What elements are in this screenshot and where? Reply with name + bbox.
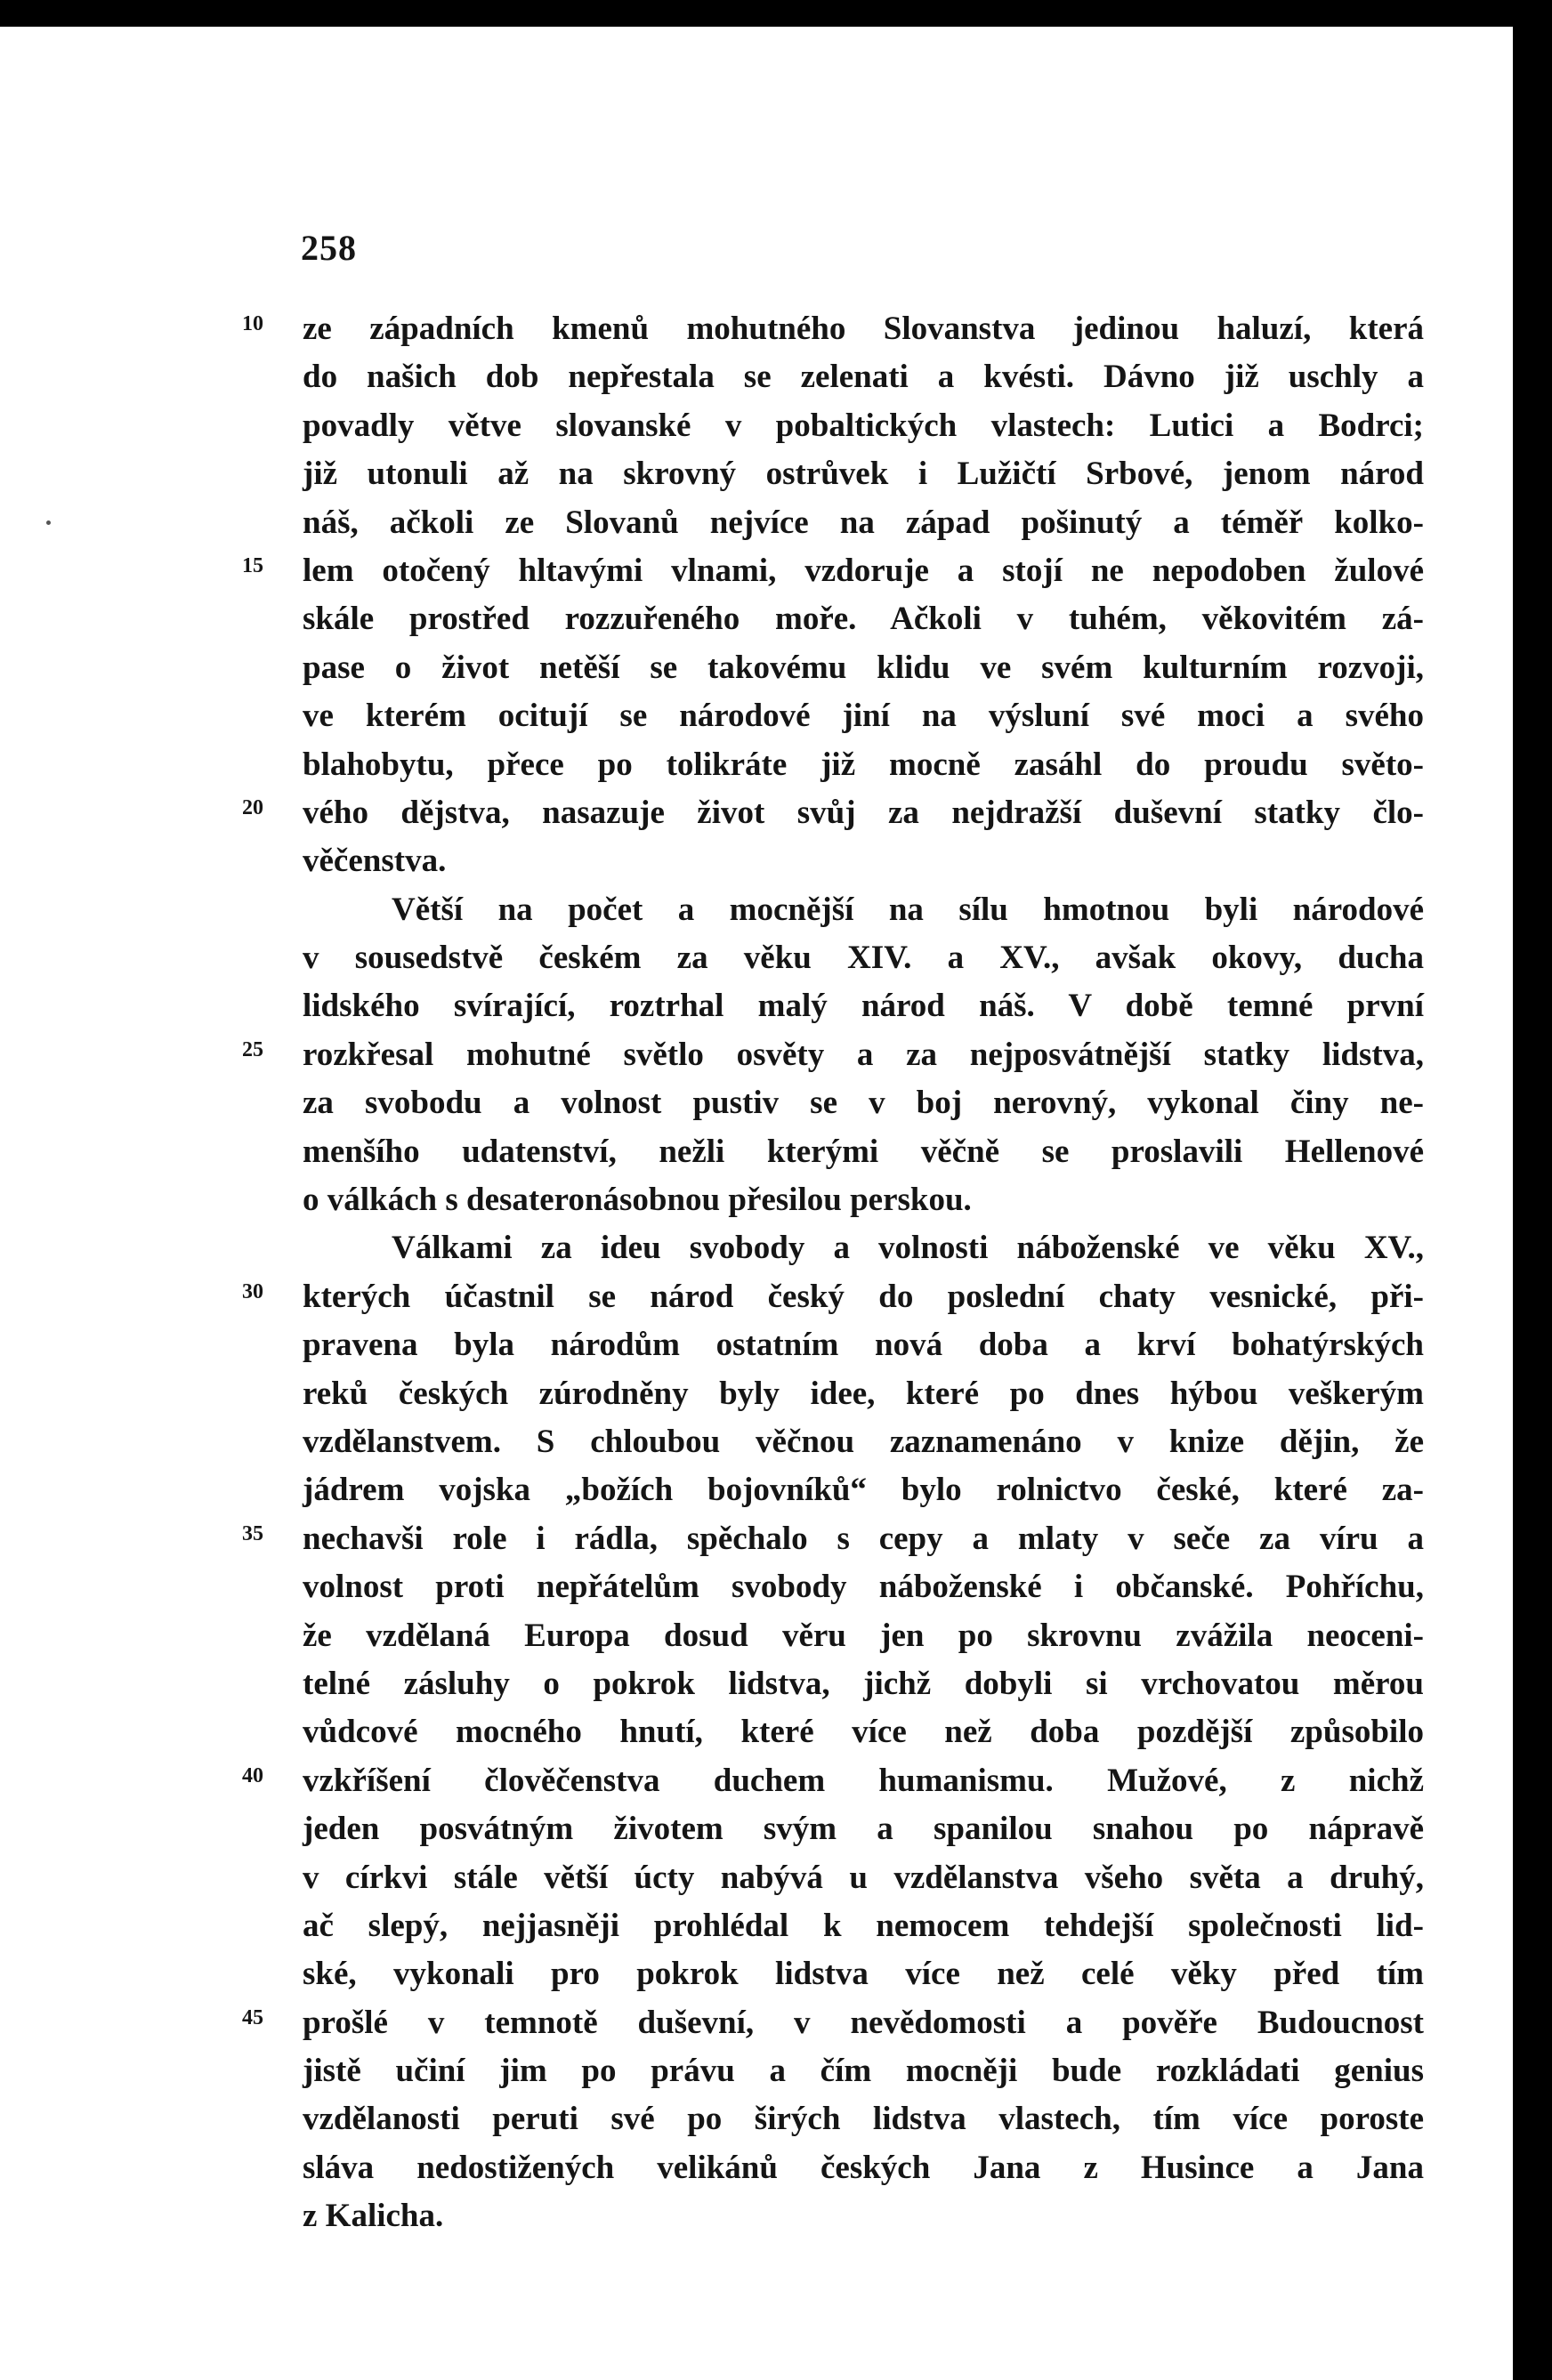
text-line: v sousedstvě českém za věku XIV. a XV., avšak okovy, ducha [303, 940, 1424, 977]
text-line: 30 kterých účastnil se národ český do poslední chaty vesnické, při- [303, 1273, 1424, 1321]
text-line: ač slepý, nejjasněji prohlédal k nemocem tehdejší společnosti lid- [303, 1907, 1424, 1944]
book-page [0, 27, 1513, 2380]
text-line: Větší na počet a mocnější na sílu hmotnou byli národové [392, 891, 1424, 928]
text-line: volnost proti nepřátelům svobody náboženské i občanské. Pohříchu, [303, 1569, 1424, 1606]
page-number: 258 [301, 228, 357, 268]
text-line: pravena byla národům ostatním nová doba a krví bohatýrských [303, 1327, 1424, 1364]
text-line: ve kterém ocitují se národové jiní na výsluní své moci a svého [303, 698, 1424, 735]
text-line: 45 prošlé v temnotě duševní, v nevědomosti a pověře Budoucnost [303, 1999, 1424, 2047]
text-line: 35 nechavši role i rádla, spěchalo s cepy a mlaty v seče za víru a [303, 1515, 1424, 1563]
scan-border-top [0, 0, 1552, 27]
text-line: jistě učiní jim po právu a čím mocněji bude rozkládati genius [303, 2053, 1424, 2090]
text-line: 10 ze západních kmenů mohutného Slovanstva jedinou haluzí, která [303, 305, 1424, 353]
text-line: reků českých zúrodněny byly idee, které po dnes hýbou veškerým [303, 1375, 1424, 1412]
text-line: povadly větve slovanské v pobaltických vlastech: Lutici a Bodrci; [303, 407, 1424, 444]
text-line: za svobodu a volnost pustiv se v boj nerovný, vykonal činy ne- [303, 1085, 1424, 1122]
text-line: 25 rozkřesal mohutné světlo osvěty a za nejposvátnější statky lidstva, [303, 1031, 1424, 1079]
text-line: náš, ačkoli ze Slovanů nejvíce na západ pošinutý a téměř kolko- [303, 504, 1424, 541]
text-line: vzdělanosti peruti své po širých lidstva vlastech, tím více poroste [303, 2101, 1424, 2138]
text-line: vzdělanstvem. S chloubou věčnou zaznamenáno v knize dějin, že [303, 1423, 1424, 1460]
text-line: jádrem vojska „božích bojovníků“ bylo rolnictvo české, které za- [303, 1472, 1424, 1509]
line-number: 35 [242, 1521, 263, 1545]
speck-mark [46, 520, 51, 525]
text-line: 20 vého dějstva, nasazuje život svůj za nejdražší duševní statky člo- [303, 789, 1424, 837]
text-line: v církvi stále větší úcty nabývá u vzdělanstva všeho světa a druhý, [303, 1859, 1424, 1896]
text-line: vůdcové mocného hnutí, které více než doba pozdější způsobilo [303, 1714, 1424, 1751]
text-line: o válkách s desateronásobnou přesilou perskou. [303, 1182, 972, 1219]
text-line: Válkami za ideu svobody a volnosti náboženské ve věku XV., [392, 1230, 1424, 1267]
text-line: že vzdělaná Europa dosud věru jen po skrovnu zvážila neoceni- [303, 1617, 1424, 1654]
line-number: 45 [242, 2005, 263, 2029]
body-text [242, 305, 1424, 2241]
line-number: 10 [242, 312, 263, 335]
text-line: již utonuli až na skrovný ostrůvek i Lužičtí Srbové, jenom národ [303, 456, 1424, 493]
text-line: sláva nedostižených velikánů českých Jana z Husince a Jana [303, 2149, 1424, 2186]
text-line: z Kalicha. [303, 2198, 444, 2235]
text-line: ské, vykonali pro pokrok lidstva více než celé věky před tím [303, 1956, 1424, 1993]
text-line: blahobytu, přece po tolikráte již mocně zasáhl do proudu světo- [303, 746, 1424, 783]
text-line: menšího udatenství, nežli kterými věčně se proslavili Hellenové [303, 1133, 1424, 1170]
text-line: 15 lem otočený hltavými vlnami, vzdoruje a stojí ne nepodoben žulové [303, 547, 1424, 595]
text-line: telné zásluhy o pokrok lidstva, jichž dobyli si vrchovatou měrou [303, 1665, 1424, 1702]
line-number: 20 [242, 795, 263, 819]
text-line: jeden posvátným životem svým a spanilou snahou po nápravě [303, 1811, 1424, 1848]
line-number: 40 [242, 1763, 263, 1787]
line-number: 15 [242, 553, 263, 577]
scan-border-right [1513, 0, 1552, 2380]
line-number: 30 [242, 1279, 263, 1303]
line-number: 25 [242, 1037, 263, 1061]
text-line: pase o život netěší se takovému klidu ve svém kulturním rozvoji, [303, 649, 1424, 686]
text-line: do našich dob nepřestala se zelenati a kvésti. Dávno již uschly a [303, 359, 1424, 396]
text-line: lidského svírající, roztrhal malý národ náš. V době temné první [303, 988, 1424, 1025]
text-line: věčenstva. [303, 843, 447, 880]
text-line: skále prostřed rozzuřeného moře. Ačkoli v tuhém, věkovitém zá- [303, 601, 1424, 638]
text-line: 40 vzkříšení člověčenstva duchem humanismu. Mužové, z nichž [303, 1757, 1424, 1805]
